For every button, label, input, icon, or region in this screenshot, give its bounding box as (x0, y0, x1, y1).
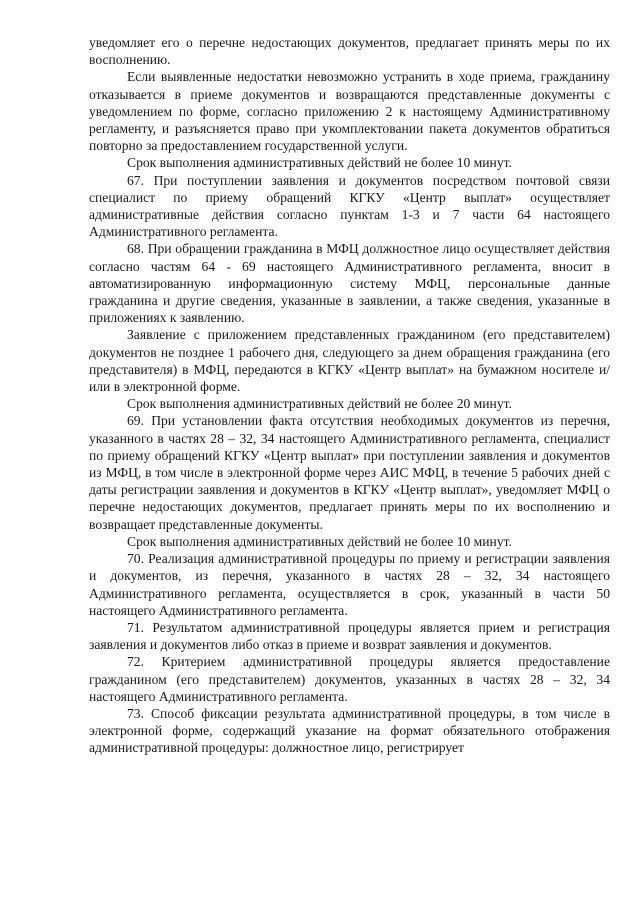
paragraph-continuation: уведомляет его о перечне недостающих документов, предлагает принять меры по их восполнению. (89, 35, 610, 68)
paragraph-72: 72. Критерием административной процедуры является предоставление гражданином (его представителем) документов, указанных в частях 28 – 32, 34 настоящего Административного регламента. (89, 654, 610, 704)
paragraph-67: 67. При поступлении заявления и документов посредством почтовой связи специалист по приему обращений КГКУ «Центр выплат» осуществляет административные действия согласно пунктам 1-3 и 7 части 64 настоящего Административного регламента. (89, 172, 610, 240)
paragraph-time-limit: Срок выполнения административных действий не более 10 минут. (127, 533, 512, 549)
paragraph-time-limit: Срок выполнения административных действий не более 10 минут. (127, 155, 512, 171)
paragraph-71: 71. Результатом административной процедуры является прием и регистрация заявления и документов либо отказ в приеме и возврат заявления и документов. (89, 619, 610, 653)
paragraph-70: 70. Реализация административной процедуры по приему и регистрации заявления и документов, из перечня, указанного в частях 28 – 32, 34 настоящего Административного регламента, осуществляется в срок, указанный в части 50 настоящего Административного регламента. (89, 551, 610, 618)
paragraph-68: 68. При обращении гражданина в МФЦ должностное лицо осуществляет действия согласно частям 64 - 69 настоящего Административного регламента, вносит в автоматизированную информационную систему МФЦ, персональные данные гражданина и другие сведения, указанные в заявлении, а также сведения, указанные в приложениях к заявлению. (89, 241, 610, 326)
paragraph-mfc-transfer: Заявление с приложением представленных гражданином (его представителем) документов не позднее 1 рабочего дня, следующего за днем обращения гражданина (его представителя) в МФЦ, передаются в КГКУ «Центр выплат» на бумажном носителе и/или в электронной форме. (89, 327, 610, 395)
paragraph-73: 73. Способ фиксации результата административной процедуры, в том числе в электронной форме, содержащий указание на формат обязательного отображения административной процедуры: должностное лицо, регистрирует (89, 705, 610, 756)
paragraph-69: 69. При установлении факта отсутствия необходимых документов из перечня, указанного в частях 28 – 32, 34 настоящего Административного регламента, специалист по приему обращений КГКУ «Центр выплат» при поступлении заявления и документов из МФЦ, в том числе в электронной форме через АИС МФЦ, в течение 5 рабочих дней с даты регистрации заявления и документов в КГКУ «Центр выплат», уведомляет МФЦ о перечне недостающих документов, предлагает принять меры по их восполнению и возвращает представленные документы. (89, 413, 610, 532)
paragraph-rejection-return: Если выявленные недостатки невозможно устранить в ходе приема, гражданину отказывается в приеме документов и возвращаются представленные документы с уведомлением по форме, согласно приложению 2 к настоящему Административному регламенту, и разъясняется право при укомплектовании пакета документов обратиться повторно за предоставлением государственной услуги. (89, 69, 610, 154)
document-page (89, 34, 610, 757)
paragraph-time-limit: Срок выполнения административных действий не более 20 минут. (127, 396, 512, 412)
